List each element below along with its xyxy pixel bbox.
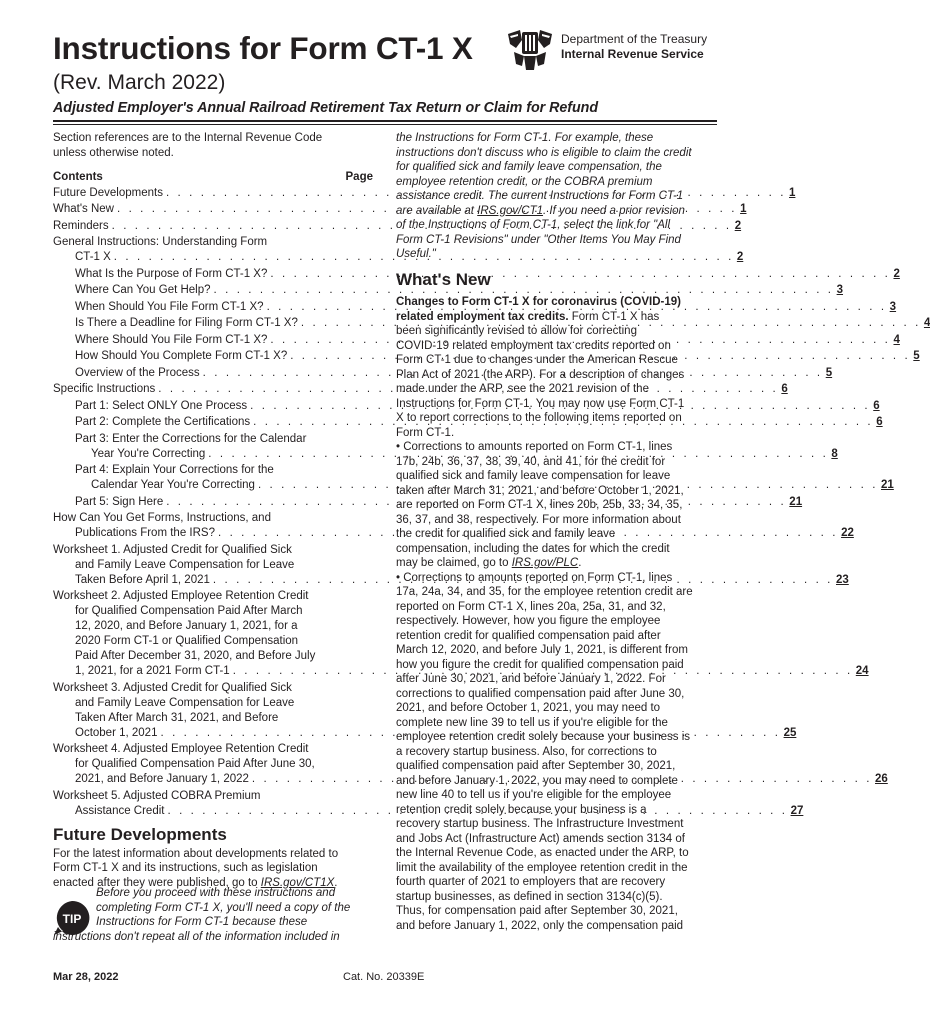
toc-page-link[interactable]: 5 [913,350,920,362]
right-column [396,131,718,933]
toc-entry[interactable]: Part 2: Complete the Certifications . . . 6 [53,415,373,432]
toc-page-link[interactable]: 6 [781,383,788,395]
irs-ct1-link[interactable]: IRS.gov/CT1 [477,204,544,217]
toc-entry[interactable]: Assistance Credit . . . 27 [53,804,373,821]
toc-entry-line: Worksheet 4. Adjusted Employee Retention Credit [53,743,309,755]
toc-entry-line: 2020 Form CT-1 or Qualified Compensation [75,635,299,647]
document-title: Instructions for Form CT-1 X [53,30,473,66]
tip-label: TIP [62,912,82,926]
toc-entry-line: How Can You Get Forms, Instructions, and [53,512,271,524]
future-developments-heading: Future Developments [53,825,227,844]
toc-entry[interactable]: What's New . . . 1 [53,202,373,219]
toc-page-link[interactable]: 4 [893,333,900,346]
tip-text-continued: instructions don't repeat all of the information included in [53,931,340,943]
toc-page-link[interactable]: 6 [873,399,880,412]
section-references-note: Section references are to the Internal Revenue Code unless otherwise noted. [53,132,323,159]
irs-plc-link[interactable]: IRS.gov/PLC [511,557,579,569]
toc-entry-line: Worksheet 2. Adjusted Employee Retention Credit [53,590,309,602]
toc-entry[interactable]: Specific Instructions . . . 6 [53,382,373,399]
department-name: Department of the Treasury [561,32,708,46]
toc-entry[interactable]: Part 1: Select ONLY One Process . . . 6 [53,399,373,416]
toc-entry[interactable]: Future Developments . . . 1 [53,186,373,203]
toc-page-link[interactable]: 2 [736,251,744,263]
toc-entry[interactable]: How Should You Complete Form CT-1 X? . . . 5 [53,349,373,366]
document-subtitle: Adjusted Employer's Annual Railroad Retirement Tax Return or Claim for Refund [53,100,599,116]
toc-entry-line: and Family Leave Compensation for Leave [75,696,295,709]
toc-entry-line: Worksheet 3. Adjusted Credit for Qualified Sick [53,681,292,694]
footer-date: Mar 28, 2022 [53,971,119,983]
irs-eagle-logo-icon [502,26,558,72]
irs-ct1x-link[interactable]: IRS.gov/CT1X [260,876,335,889]
toc-page-link[interactable]: 26 [875,773,888,785]
toc-entry-line: Worksheet 5. Adjusted COBRA Premium [53,789,261,802]
toc-entry[interactable]: Where Should You File Form CT-1 X? . . . 4 [53,333,373,350]
toc-entry-line: Paid After December 31, 2020, and Before July [75,650,316,662]
toc-page-link[interactable]: 2 [734,219,742,232]
toc-entry-line: General Instructions: Understanding Form [53,236,268,248]
toc-entry-line: Taken After March 31, 2021, and Before [75,711,279,724]
toc-entry-line: Worksheet 1. Adjusted Credit for Qualified Sick [53,543,292,556]
toc-page-link[interactable]: 1 [740,203,747,215]
toc-entry[interactable]: Where Can You Get Help? . . . 3 [53,283,373,300]
tip-continuation: the Instructions for Form CT-1. For example, these instructions don't discuss who is eligible to claim the credit for qualified sick and family leave compensation, the employee retention credit, or the COBRA premium assistance credit. The current Instructions for Form CT-1 are available at IRS.gov/CT1. If you need a prior revision of the Instructions of Form CT-1, select the link for "All Form CT-1 Revisions" under "Other Items You May Find Useful." [396,132,692,260]
toc-page-link[interactable]: 6 [876,416,883,428]
agency-name: Internal Revenue Service [561,47,704,61]
toc-page-link[interactable]: 8 [831,447,838,460]
toc-page-link[interactable]: 25 [783,726,797,739]
toc-page-link[interactable]: 2 [893,267,900,280]
toc-entry-line: for Qualified Compensation Paid After June 30, [75,758,315,770]
toc-entry[interactable]: CT-1 X . . . 2 [53,250,373,267]
revision-date: (Rev. March 2022) [53,71,226,94]
toc-entry[interactable]: What Is the Purpose of Form CT-1 X? . . . 2 [53,267,373,284]
toc-page-link[interactable]: 5 [825,366,833,379]
catalog-number: Cat. No. 20339E [343,971,425,983]
toc-page-link[interactable]: 21 [789,495,803,508]
toc-entry[interactable]: Overview of the Process . . . 5 [53,366,373,383]
toc-entry[interactable]: Calendar Year You're Correcting . . . 21 [53,478,373,495]
agency-block [561,32,707,62]
toc-entry[interactable]: Reminders . . . 2 [53,219,373,236]
toc-page-link[interactable]: 21 [881,479,894,491]
toc-entry-line: Part 3: Enter the Corrections for the Calendar [75,432,307,445]
toc-page-link[interactable]: 27 [790,804,804,817]
toc-entry[interactable]: Is There a Deadline for Filing Form CT-1 X? . . . 4 [53,316,373,333]
whats-new-heading: What's New [396,269,491,289]
toc-entry-line: for Qualified Compensation Paid After March [75,605,303,617]
toc-entry[interactable]: October 1, 2021 . . . 25 [53,726,373,743]
toc-entry[interactable]: Year You're Correcting . . . 8 [53,447,373,464]
toc-page-link[interactable]: 4 [923,317,930,329]
toc-entry[interactable]: Taken Before April 1, 2021 . . . 23 [53,573,373,590]
covid-changes-paragraph: Changes to Form CT-1 X for coronavirus (COVID-19) related employment tax credits. Form CT-1 X has been significantly revised to allow for correcting COVID-19 related employment tax credits reported on Form CT-1 due to changes under the American Rescue Plan Act of 2021 (the ARP). For a description of changes made under the ARP, see the 2021 revision of the Instructions for Form CT-1. You may now use Form CT-1 X to report corrections to the following items reported on Form CT-1. [396,296,685,439]
toc-page-link[interactable]: 3 [889,300,897,313]
bullet-sick-leave-credit: • Corrections to amounts reported on Form CT-1, lines 17b, 24b, 36, 37, 38, 39, 40, and 41, for the credit for qualified sick and family leave compensation for leave taken after March 31, 2021, and before October 1, 2021, are reported on Form CT-1 X, lines 20b, 25b, 33, 34, 35, 36, 37, and 38, respectively. For more information about the credit for qualified sick and family leave compensation, including the dates for which the credit may be claimed, go to IRS.gov/PLC. [396,441,684,569]
toc-page-link[interactable]: 22 [841,527,854,539]
toc-entry[interactable]: Part 5: Sign Here . . . 21 [53,495,373,512]
toc-entry-line: and Family Leave Compensation for Leave [75,558,295,571]
toc-entry[interactable]: 1, 2021, for a 2021 Form CT-1 . . . 24 [53,664,373,681]
header-rule-thin [53,124,717,125]
toc-entry-line: Part 4: Explain Your Corrections for the [75,464,274,476]
toc-entry-line: 12, 2020, and Before January 1, 2021, for a [75,620,298,632]
toc-entry[interactable]: 2021, and Before January 1, 2022 . . . 26 [53,772,373,789]
toc-page-heading: Page [345,171,373,183]
toc-page-link[interactable]: 3 [836,284,844,296]
toc-entry[interactable]: Publications From the IRS? . . . 22 [53,526,373,543]
toc-page-link[interactable]: 24 [855,665,869,677]
toc-page-link[interactable]: 1 [789,186,796,199]
toc-heading: Contents [53,171,103,183]
bullet-employee-retention-credit: • Corrections to amounts reported on Form CT-1, lines 17a, 24a, 34, and 35, for the employee retention credit are reported on Form CT-1 X, lines 20a, 25a, 31, and 32, respectively. However, how you figure the employee retention credit for qualified compensation paid after March 12, 2020, and before July 1, 2021, is different from how you figure the credit for qualified compensation paid after June 30, 2021, and before January 1, 2022. For corrections to qualified compensation paid after June 30, 2021, and before October 1, 2021, you may need to complete new line 39 to tell us if you're eligible for the employee retention credit solely because your business is a recovery startup business. Also, for corrections to qualified compensation paid after September 30, 2021, and before January 1, 2022, you may need to complete new line 40 to tell us if you're eligible for the employee retention credit solely because your business is a recovery startup business. The Infrastructure Investment and Jobs Act (Infrastructure Act) amends section 3134 of the Internal Revenue Code, as enacted under the ARP, to limit the availability of the employee retention credit in the fourth quarter of 2021 to employers that are recovery startup businesses, as defined in section 3134(c)(5). Thus, for compensation paid after September 30, 2021, and before January 1, 2022, only the compensation paid [396,571,693,932]
tip-text: Before you proceed with these instructions and completing Form CT-1 X, you'll need a copy of the Instructions for Form CT-1 because these [96,887,351,928]
toc-page-link[interactable]: 23 [835,573,849,586]
toc-header [53,170,373,186]
toc-entry[interactable]: When Should You File Form CT-1 X? . . . 3 [53,300,373,317]
future-developments-text: For the latest information about developments related to Form CT-1 X and its instructions, such as legislation enacted after they were published, go to IRS.gov/CT1X. [53,847,339,889]
header-rule [53,120,717,122]
